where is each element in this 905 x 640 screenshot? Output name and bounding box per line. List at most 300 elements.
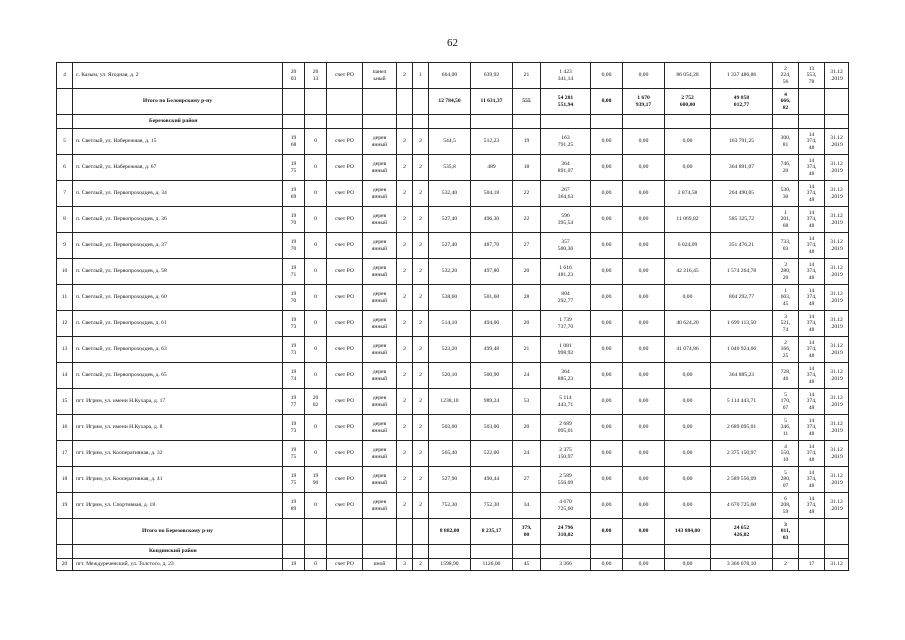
regional-funds-cell: 0,00 [623,311,665,337]
unit-cost-cell: 4 666, 82 [773,89,799,115]
reconstruction-year-cell: 0 [305,311,327,337]
table-row [57,559,849,571]
owner-funds-cell: 364 885,23 [711,363,773,389]
empty-cell [305,519,327,545]
entrances-cell: 2 [413,285,429,311]
table-row [57,493,849,519]
reconstruction-year-cell: 0 [305,337,327,363]
funding-cell: счет РО [327,337,363,363]
funding-cell: счет РО [327,389,363,415]
table-row [57,129,849,155]
district-header-row [57,545,849,559]
district-title: Березовский район [73,115,283,129]
address-cell: п. Светлый, ул. Первопроходцев, д. 36 [73,207,283,233]
cost-limit-cell: 14 374, 48 [799,363,825,389]
regional-funds-cell: 1 670 939,17 [623,89,665,115]
empty-cell [283,545,305,559]
residents-cell: 22 [513,207,541,233]
residents-cell: 27 [513,467,541,493]
empty-cell [57,115,73,129]
wall-material-cell: дерев янный [363,207,397,233]
row-number: 4 [57,63,73,89]
address-cell: п. Светлый, ул. Первопроходцев, д. 63 [73,337,283,363]
wall-material-cell: дерев янный [363,363,397,389]
cost-limit-cell: 14 374, 48 [799,285,825,311]
unit-cost-cell: 3 280, 20 [773,259,799,285]
district-title: Кондинский район [73,545,283,559]
reconstruction-year-cell: 19 90 [305,467,327,493]
address-cell: пгт. Игрим, ул. Спортивная, д. 18 [73,493,283,519]
living-area-cell: 989,24 [471,389,513,415]
total-cost-cell: 4 670 725,60 [541,493,591,519]
owner-funds-cell: 1 040 924,06 [711,337,773,363]
table-row [57,337,849,363]
reconstruction-year-cell: 0 [305,129,327,155]
empty-cell [305,115,327,129]
empty-cell [363,89,397,115]
address-cell: пгт. Игрим, ул. Кооперативная, д. 41 [73,467,283,493]
reconstruction-year-cell: 20 13 [305,63,327,89]
deadline-cell: 31.12 .2019 [825,129,849,155]
owner-funds-cell: 24 652 426,02 [711,519,773,545]
residents-cell: 27 [513,233,541,259]
address-cell: пгт. Игрим, ул. имени Н.Кухара, д. 8 [73,415,283,441]
total-cost-cell: 804 292,77 [541,285,591,311]
entrances-cell: 2 [413,559,429,571]
entrances-cell: 2 [413,155,429,181]
unit-cost-cell: 5 346, 11 [773,415,799,441]
local-funds-cell: 0,00 [665,441,711,467]
cost-limit-cell: 14 374, 48 [799,415,825,441]
district-total-label: Итого по Белоярскому р-ну [73,89,283,115]
reconstruction-year-cell: 0 [305,285,327,311]
empty-cell [623,115,665,129]
unit-cost-cell: 1 603, 45 [773,285,799,311]
living-area-cell: 522,00 [471,441,513,467]
local-funds-cell: 0,00 [665,559,711,571]
total-cost-cell: 267 364,63 [541,181,591,207]
reconstruction-year-cell: 0 [305,441,327,467]
residents-cell: 19 [513,129,541,155]
local-funds-cell: 2 752 600,00 [665,89,711,115]
empty-cell [305,89,327,115]
build-year-cell: 19 75 [283,155,305,181]
entrances-cell: 1 [413,63,429,89]
total-area-cell: 527,90 [429,467,471,493]
row-number: 11 [57,285,73,311]
reconstruction-year-cell: 0 [305,181,327,207]
cost-limit-cell: 14 374, 48 [799,337,825,363]
empty-cell [825,89,849,115]
empty-cell [305,545,327,559]
unit-cost-cell: 728, 46 [773,363,799,389]
address-cell: п. Светлый, ул. Набережная, д. 67 [73,155,283,181]
federal-funds-cell: 0,00 [591,467,623,493]
living-area-cell: 494,00 [471,311,513,337]
row-number: 13 [57,337,73,363]
federal-funds-cell: 0,00 [591,233,623,259]
address-cell: п. Светлый, ул. Первопроходцев, д. 34 [73,181,283,207]
entrances-cell: 2 [413,363,429,389]
reconstruction-year-cell: 0 [305,363,327,389]
row-number: 6 [57,155,73,181]
owner-funds-cell: 1 574 264,78 [711,259,773,285]
cost-limit-cell: 14 374, 48 [799,129,825,155]
entrances-cell: 2 [413,207,429,233]
cost-limit-cell: 14 374, 48 [799,311,825,337]
living-area-cell: 1126,00 [471,559,513,571]
total-cost-cell: 2 375 150,97 [541,441,591,467]
local-funds-cell: 0,00 [665,285,711,311]
federal-funds-cell: 0,00 [591,519,623,545]
federal-funds-cell: 0,00 [591,207,623,233]
deadline-cell: 31.12 .2019 [825,155,849,181]
build-year-cell: 19 70 [283,233,305,259]
unit-cost-cell: 5 280, 07 [773,467,799,493]
local-funds-cell: 143 884,00 [665,519,711,545]
floors-cell: 2 [397,389,413,415]
cost-limit-cell: 17 [799,559,825,571]
deadline-cell: 31.12 .2019 [825,285,849,311]
regional-funds-cell: 0,00 [623,285,665,311]
build-year-cell: 19 89 [283,493,305,519]
row-number: 5 [57,129,73,155]
empty-cell [591,545,623,559]
local-funds-cell: 86 054,28 [665,63,711,89]
total-cost-cell: 5 114 443,71 [541,389,591,415]
total-area-cell: 535,8 [429,155,471,181]
reconstruction-year-cell: 0 [305,559,327,571]
entrances-cell: 2 [413,441,429,467]
deadline-cell: 31.12 .2019 [825,415,849,441]
living-area-cell: 489 [471,155,513,181]
table-row [57,181,849,207]
local-funds-cell: 0,00 [665,363,711,389]
local-funds-cell: 11 069,82 [665,207,711,233]
total-cost-cell: 54 281 551,94 [541,89,591,115]
regional-funds-cell: 0,00 [623,155,665,181]
funding-cell: счет РО [327,63,363,89]
empty-cell [397,545,413,559]
entrances-cell: 2 [413,389,429,415]
total-area-cell: 565,40 [429,441,471,467]
reconstruction-year-cell: 0 [305,233,327,259]
empty-cell [397,115,413,129]
unit-cost-cell: 4 550, 10 [773,441,799,467]
total-area-cell: 752,30 [429,493,471,519]
deadline-cell: 31.12 .2019 [825,441,849,467]
wall-material-cell: дерев янный [363,311,397,337]
regional-funds-cell: 0,00 [623,181,665,207]
floors-cell: 2 [397,207,413,233]
wall-material-cell: дерев янный [363,259,397,285]
regional-funds-cell: 0,00 [623,441,665,467]
deadline-cell: 31.12 .2019 [825,337,849,363]
empty-cell [799,545,825,559]
federal-funds-cell: 0,00 [591,559,623,571]
deadline-cell: 31.12 .2019 [825,233,849,259]
floors-cell: 2 [397,493,413,519]
row-number: 17 [57,441,73,467]
residents-cell: 20 [513,415,541,441]
regional-funds-cell: 0,00 [623,207,665,233]
floors-cell: 2 [397,467,413,493]
total-cost-cell: 163 791,25 [541,129,591,155]
cost-limit-cell: 14 374, 48 [799,155,825,181]
funding-cell: счет РО [327,363,363,389]
residents-cell: 379, 00 [513,519,541,545]
table-row [57,259,849,285]
unit-cost-cell: 530, 30 [773,181,799,207]
federal-funds-cell: 0,00 [591,129,623,155]
residents-cell: 20 [513,259,541,285]
living-area-cell: 503,00 [471,415,513,441]
empty-cell [825,545,849,559]
empty-cell [665,545,711,559]
unit-cost-cell: 3 011, 03 [773,519,799,545]
total-area-cell: 532,20 [429,259,471,285]
build-year-cell: 19 77 [283,389,305,415]
funding-cell: счет РО [327,493,363,519]
empty-cell [471,545,513,559]
total-area-cell: 532,40 [429,181,471,207]
funding-cell: счет РО [327,311,363,337]
residents-cell: 53 [513,389,541,415]
address-cell: пгт. Игрим, ул. имени Н.Кухара, д. 17 [73,389,283,415]
empty-cell [57,519,73,545]
empty-cell [327,115,363,129]
cost-limit-cell: 13 553, 78 [799,63,825,89]
residents-cell: 34 [513,493,541,519]
deadline-cell: 31.12 .2019 [825,181,849,207]
total-area-cell: 503,00 [429,415,471,441]
deadline-cell: 31.12 .2019 [825,363,849,389]
total-cost-cell: 1 616 481,23 [541,259,591,285]
address-cell: п. Светлый, ул. Первопроходцев, д. 61 [73,311,283,337]
empty-cell [799,115,825,129]
local-funds-cell: 0,00 [665,389,711,415]
residents-cell: 21 [513,63,541,89]
floors-cell: 2 [397,181,413,207]
empty-cell [541,115,591,129]
row-number: 19 [57,493,73,519]
wall-material-cell: дерев янный [363,285,397,311]
build-year-cell: 20 03 [283,63,305,89]
empty-cell [513,545,541,559]
address-cell: п. Светлый, ул. Первопроходцев, д. 65 [73,363,283,389]
address-cell: пгт. Междуреченский, ул. Толстого, д. 23 [73,559,283,571]
empty-cell [429,115,471,129]
federal-funds-cell: 0,00 [591,259,623,285]
deadline-cell: 31.12 .2019 [825,311,849,337]
residents-cell: 21 [513,337,541,363]
row-number: 20 [57,559,73,571]
floors-cell: 2 [397,311,413,337]
floors-cell: 2 [397,441,413,467]
living-area-cell: 497,80 [471,259,513,285]
unit-cost-cell: 1 201, 68 [773,207,799,233]
deadline-cell: 31.12 .2019 [825,467,849,493]
funding-cell: счет РО [327,559,363,571]
federal-funds-cell: 0,00 [591,285,623,311]
total-cost-cell: 2 589 556,09 [541,467,591,493]
federal-funds-cell: 0,00 [591,415,623,441]
local-funds-cell: 0,00 [665,415,711,441]
entrances-cell: 2 [413,233,429,259]
federal-funds-cell: 0,00 [591,63,623,89]
owner-funds-cell: 351 476,21 [711,233,773,259]
total-area-cell: 544,5 [429,129,471,155]
regional-funds-cell: 0,00 [623,63,665,89]
living-area-cell: 752,30 [471,493,513,519]
owner-funds-cell: 49 858 012,77 [711,89,773,115]
empty-cell [429,545,471,559]
wall-material-cell: дерев янный [363,467,397,493]
table-row [57,311,849,337]
cost-limit-cell: 14 374, 48 [799,181,825,207]
residents-cell: 28 [513,285,541,311]
cost-limit-cell: 14 374, 48 [799,207,825,233]
empty-cell [591,115,623,129]
residents-cell: 45 [513,559,541,571]
funding-cell: счет РО [327,415,363,441]
federal-funds-cell: 0,00 [591,363,623,389]
empty-cell [413,115,429,129]
total-cost-cell: 1 081 998,92 [541,337,591,363]
floors-cell: 2 [397,129,413,155]
unit-cost-cell: 3 521, 74 [773,311,799,337]
empty-cell [471,115,513,129]
total-area-cell: 8 882,00 [429,519,471,545]
total-area-cell: 514,10 [429,311,471,337]
housing-repair-register-table [56,62,849,571]
total-area-cell: 520,10 [429,363,471,389]
cost-limit-cell: 14 374, 48 [799,493,825,519]
wall-material-cell: дерев янный [363,493,397,519]
build-year-cell: 19 71 [283,259,305,285]
district-header-row [57,115,849,129]
unit-cost-cell: 2 224, 56 [773,63,799,89]
federal-funds-cell: 0,00 [591,389,623,415]
living-area-cell: 490,44 [471,467,513,493]
build-year-cell: 19 68 [283,129,305,155]
district-total-label: Итого по Березовскому р-ну [73,519,283,545]
owner-funds-cell: 2 375 150,97 [711,441,773,467]
entrances-cell: 2 [413,467,429,493]
floors-cell: 2 [397,363,413,389]
federal-funds-cell: 0,00 [591,493,623,519]
funding-cell: счет РО [327,441,363,467]
owner-funds-cell: 364 891,07 [711,155,773,181]
reconstruction-year-cell: 0 [305,155,327,181]
empty-cell [57,545,73,559]
total-cost-cell: 364 891,07 [541,155,591,181]
empty-cell [397,519,413,545]
empty-cell [327,89,363,115]
owner-funds-cell: 804 292,77 [711,285,773,311]
local-funds-cell: 0,00 [665,493,711,519]
owner-funds-cell: 2 589 556,09 [711,467,773,493]
owner-funds-cell: 1 699 113,50 [711,311,773,337]
residents-cell: 24 [513,441,541,467]
wall-material-cell: дерев янный [363,129,397,155]
page-number: 62 [447,37,458,49]
build-year-cell: 19 73 [283,337,305,363]
living-area-cell: 512,23 [471,129,513,155]
unit-cost-cell: 2 [773,559,799,571]
build-year-cell: 19 [283,559,305,571]
total-area-cell: 523,20 [429,337,471,363]
residents-cell: 18 [513,155,541,181]
wall-material-cell: иной [363,559,397,571]
total-area-cell: 664,00 [429,63,471,89]
total-area-cell: 538,60 [429,285,471,311]
table-row [57,233,849,259]
owner-funds-cell: 1 337 486,86 [711,63,773,89]
residents-cell: 22 [513,181,541,207]
empty-cell [327,519,363,545]
living-area-cell: 500,90 [471,363,513,389]
deadline-cell: 31.12 .2019 [825,207,849,233]
empty-cell [825,519,849,545]
total-area-cell: 1598,90 [429,559,471,571]
row-number: 12 [57,311,73,337]
total-area-cell: 12 784,50 [429,89,471,115]
table-row [57,63,849,89]
regional-funds-cell: 0,00 [623,129,665,155]
build-year-cell: 19 69 [283,181,305,207]
living-area-cell: 499,48 [471,337,513,363]
funding-cell: счет РО [327,207,363,233]
unit-cost-cell: 300, 81 [773,129,799,155]
living-area-cell: 639,92 [471,63,513,89]
reconstruction-year-cell: 0 [305,207,327,233]
unit-cost-cell: 733, 03 [773,233,799,259]
residents-cell: 555 [513,89,541,115]
table-row [57,415,849,441]
table-row [57,389,849,415]
empty-cell [513,115,541,129]
empty-cell [799,89,825,115]
row-number: 15 [57,389,73,415]
living-area-cell: 8 235,17 [471,519,513,545]
regional-funds-cell: 0,00 [623,337,665,363]
regional-funds-cell: 0,00 [623,233,665,259]
district-total-row [57,89,849,115]
floors-cell: 2 [397,337,413,363]
build-year-cell: 19 74 [283,363,305,389]
regional-funds-cell: 0,00 [623,559,665,571]
table-row [57,155,849,181]
federal-funds-cell: 0,00 [591,441,623,467]
district-total-row [57,519,849,545]
row-number: 10 [57,259,73,285]
local-funds-cell: 6 024,09 [665,233,711,259]
wall-material-cell: дерев янный [363,337,397,363]
funding-cell: счет РО [327,155,363,181]
table-row [57,285,849,311]
federal-funds-cell: 0,00 [591,155,623,181]
reconstruction-year-cell: 0 [305,493,327,519]
owner-funds-cell: 264 490,05 [711,181,773,207]
total-cost-cell: 596 395,54 [541,207,591,233]
row-number: 16 [57,415,73,441]
empty-cell [799,519,825,545]
entrances-cell: 2 [413,337,429,363]
living-area-cell: 504,18 [471,181,513,207]
wall-material-cell: дерев янный [363,155,397,181]
total-area-cell: 1238,10 [429,389,471,415]
